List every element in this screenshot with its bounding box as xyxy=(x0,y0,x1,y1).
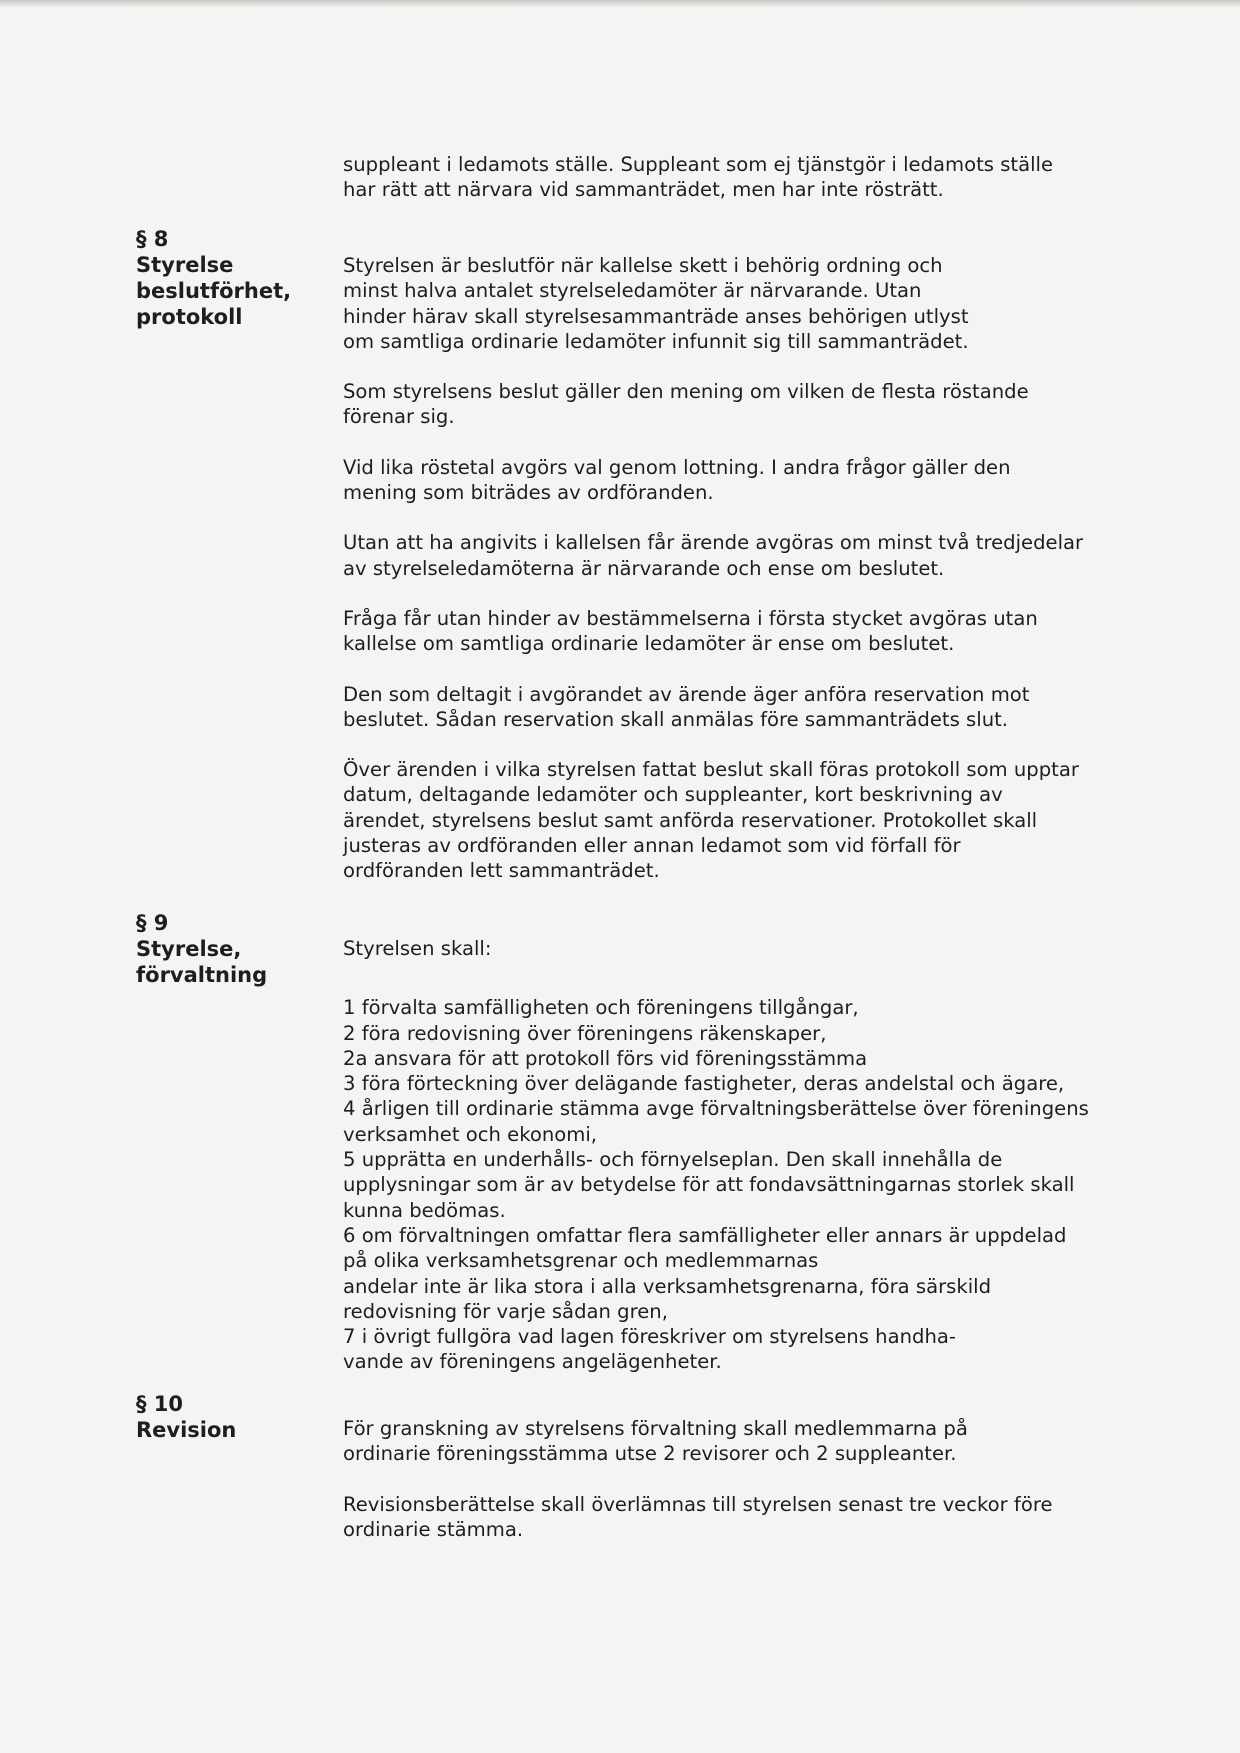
list-item: verksamhet och ekonomi, xyxy=(343,1122,598,1146)
text-line: Som styrelsens beslut gäller den mening om vilken de flesta röstande xyxy=(343,380,1029,404)
text-line: ärendet, styrelsens beslut samt anförda reservationer. Protokollet skall xyxy=(343,808,1038,832)
text-line: hinder härav skall styrelsesammanträde anses behörigen utlyst xyxy=(343,304,969,328)
text-line: Över ärenden i vilka styrelsen fattat beslut skall föras protokoll som upptar xyxy=(343,758,1079,782)
text-line: kallelse om samtliga ordinarie ledamöter är ense om beslutet. xyxy=(343,632,955,656)
text-line: beslutet. Sådan reservation skall anmälas före sammanträdets slut. xyxy=(343,707,1009,731)
section-number: § 8 xyxy=(136,227,169,251)
list-item: på olika verksamhetsgrenar och medlemmarnas xyxy=(343,1249,819,1273)
text-line: Vid lika röstetal avgörs val genom lottning. I andra frågor gäller den xyxy=(343,455,1011,479)
list-item: 4 årligen till ordinarie stämma avge förvaltningsberättelse över föreningens xyxy=(343,1097,1089,1121)
section-number: § 9 xyxy=(136,911,169,935)
list-item: 6 om förvaltningen omfattar flera samfälligheter eller annars är uppdelad xyxy=(343,1223,1067,1247)
section-9-body xyxy=(343,936,1143,1375)
section-8-heading xyxy=(136,226,291,330)
text-line: Styrelsen är beslutför när kallelse skett i behörig ordning och xyxy=(343,254,943,277)
text-line: Revisionsberättelse skall överlämnas till styrelsen senast tre veckor före xyxy=(343,1492,1053,1516)
text-line: mening som biträdes av ordföranden. xyxy=(343,481,714,505)
text-line: förenar sig. xyxy=(343,405,455,429)
text-line: av styrelseledamöterna är närvarande och ense om beslutet. xyxy=(343,556,945,580)
section-10-body xyxy=(343,1416,1143,1542)
section-title: Styrelse, xyxy=(136,937,242,961)
list-item: kunna bedömas. xyxy=(343,1198,506,1222)
section-title: protokoll xyxy=(136,305,243,329)
list-item: vande av föreningens angelägenheter. xyxy=(343,1350,722,1374)
text-line: om samtliga ordinarie ledamöter infunnit sig till sammanträdet. xyxy=(343,329,969,353)
text-line: ordinarie stämma. xyxy=(343,1517,524,1541)
section-title: förvaltning xyxy=(136,963,268,987)
text-line: Den som deltagit i avgörandet av ärende äger anföra reservation mot xyxy=(343,682,1030,706)
section-title: beslutförhet, xyxy=(136,279,292,303)
section-title: Styrelse xyxy=(136,253,234,277)
text-line: För granskning av styrelsens förvaltning skall medlemmarna på xyxy=(343,1417,968,1440)
list-item: redovisning för varje sådan gren, xyxy=(343,1299,668,1323)
text-line: suppleant i ledamots ställe. Suppleant som ej tjänstgör i ledamots ställe xyxy=(343,153,1054,176)
intro-text xyxy=(343,152,1143,203)
text-line: Styrelsen skall: xyxy=(343,937,492,960)
text-line: justeras av ordföranden eller annan ledamot som vid förfall för xyxy=(343,834,961,858)
scan-edge xyxy=(0,0,1240,8)
text-line: Utan att ha angivits i kallelsen får ärende avgöras om minst två tredjedelar xyxy=(343,531,1084,555)
text-line: har rätt att närvara vid sammanträdet, men har inte rösträtt. xyxy=(343,178,944,202)
list-item: upplysningar som är av betydelse för att fondavsättningarnas storlek skall xyxy=(343,1173,1075,1197)
text-line: datum, deltagande ledamöter och suppleanter, kort beskrivning av xyxy=(343,783,1003,807)
list-item: 5 upprätta en underhålls- och förnyelseplan. Den skall innehålla de xyxy=(343,1148,1003,1172)
list-item: andelar inte är lika stora i alla verksamhetsgrenarna, föra särskild xyxy=(343,1274,992,1298)
section-number: § 10 xyxy=(136,1392,184,1416)
text-line: ordinarie föreningsstämma utse 2 revisorer och 2 suppleanter. xyxy=(343,1442,957,1466)
section-8-body xyxy=(343,253,1143,884)
section-10-heading xyxy=(136,1391,236,1443)
section-title: Revision xyxy=(136,1418,237,1442)
section-9-heading xyxy=(136,910,267,988)
text-line: ordföranden lett sammanträdet. xyxy=(343,859,660,883)
text-line: Fråga får utan hinder av bestämmelserna i första stycket avgöras utan xyxy=(343,606,1038,630)
list-item: 1 förvalta samfälligheten och föreningens tillgångar, xyxy=(343,996,859,1020)
list-item: 2a ansvara för att protokoll förs vid föreningsstämma xyxy=(343,1046,868,1070)
text-line: minst halva antalet styrelseledamöter är närvarande. Utan xyxy=(343,279,922,303)
list-item: 3 föra förteckning över delägande fastigheter, deras andelstal och ägare, xyxy=(343,1072,1065,1096)
list-item: 2 föra redovisning över föreningens räkenskaper, xyxy=(343,1021,827,1045)
list-item: 7 i övrigt fullgöra vad lagen föreskriver om styrelsens handha- xyxy=(343,1325,956,1349)
